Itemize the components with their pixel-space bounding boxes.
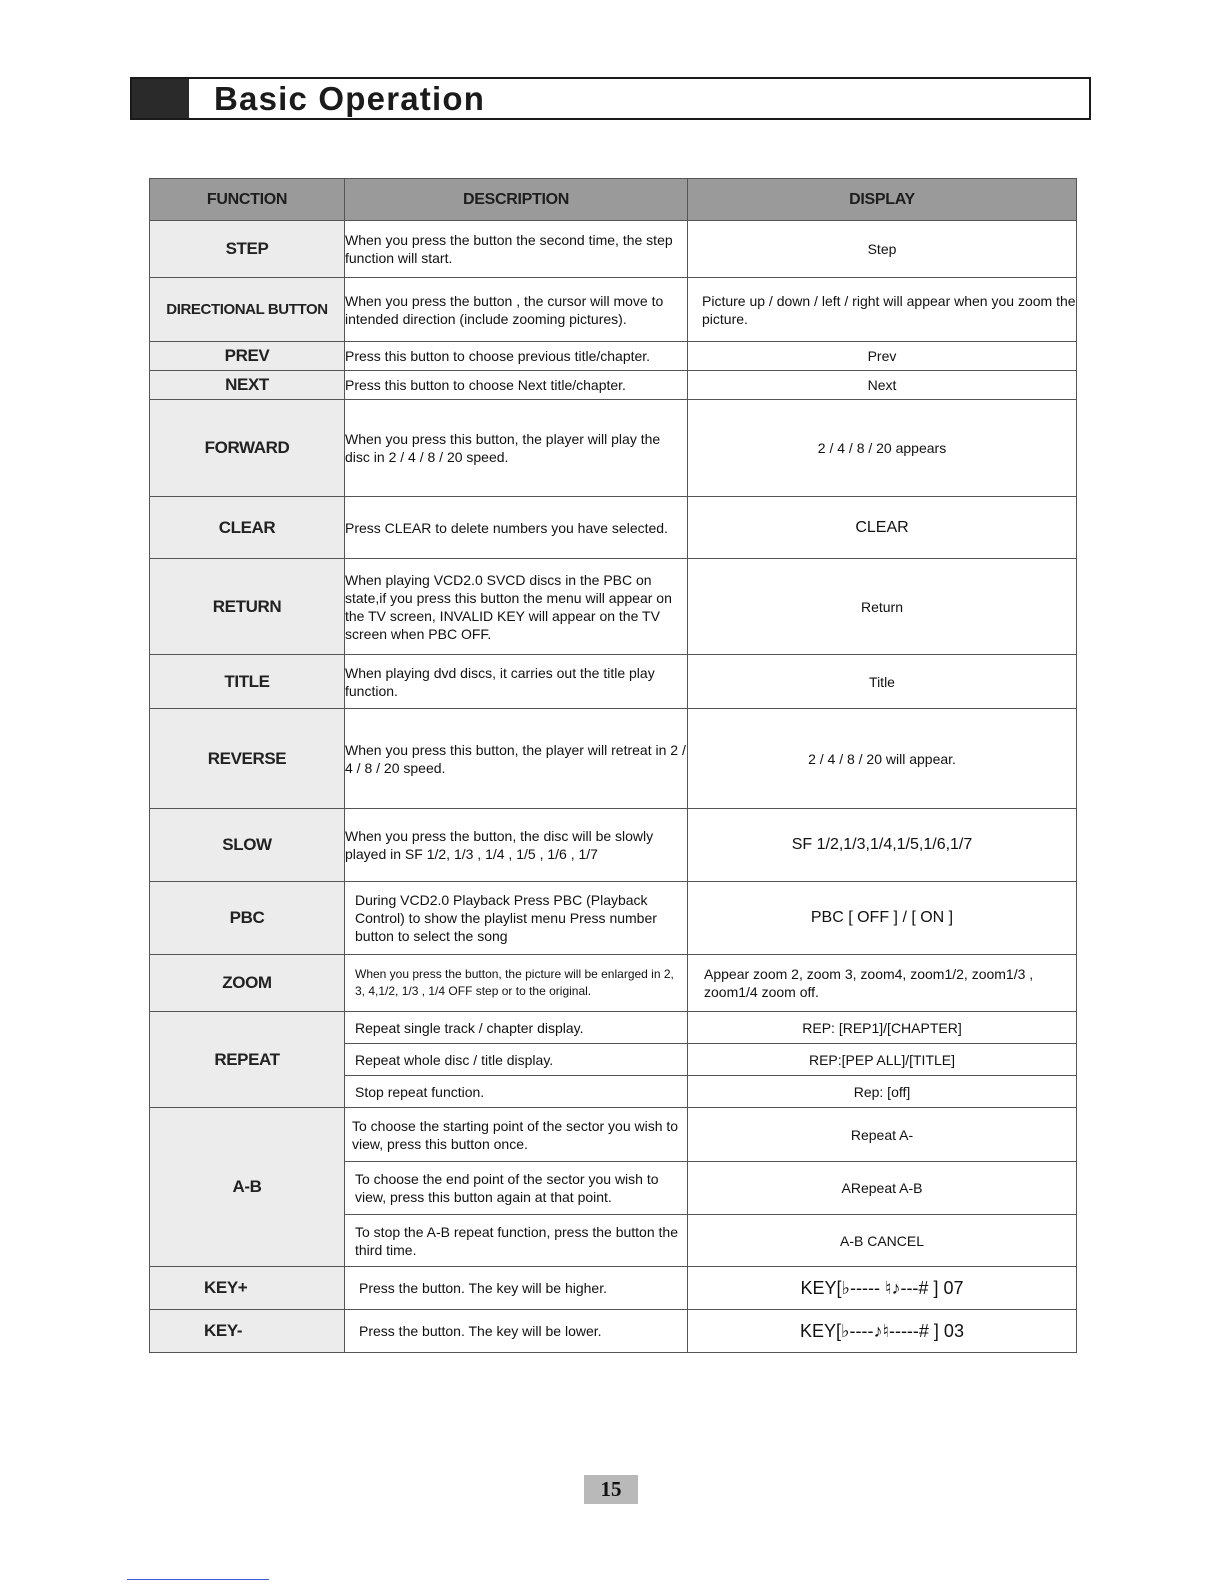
description-cell: When you press the button , the cursor will move to intended direction (include zooming pictures).: [345, 278, 688, 342]
description-cell: To choose the starting point of the sector you wish to view, press this button once.: [345, 1108, 688, 1162]
table-row: [150, 1012, 1077, 1044]
table-row: [150, 221, 1077, 278]
section-header: [130, 77, 1091, 120]
function-cell: STEP: [150, 221, 345, 278]
header-display: DISPLAY: [688, 179, 1077, 221]
display-cell: 2 / 4 / 8 / 20 appears: [688, 400, 1077, 497]
display-cell: 2 / 4 / 8 / 20 will appear.: [688, 709, 1077, 809]
table-row: [150, 497, 1077, 559]
function-table: [149, 178, 1077, 1353]
description-cell: Press CLEAR to delete numbers you have selected.: [345, 497, 688, 559]
description-cell: Stop repeat function.: [345, 1076, 688, 1108]
table-row: [150, 559, 1077, 655]
display-cell: SF 1/2,1/3,1/4,1/5,1/6,1/7: [688, 809, 1077, 882]
page-number: 15: [584, 1475, 638, 1504]
table-row: [150, 371, 1077, 400]
table-row: [150, 809, 1077, 882]
function-cell: A-B: [150, 1108, 345, 1267]
display-cell: KEY[♭----♪♮-----# ] 03: [688, 1310, 1077, 1353]
function-cell: ZOOM: [150, 955, 345, 1012]
description-cell: Repeat whole disc / title display.: [345, 1044, 688, 1076]
function-cell: PREV: [150, 342, 345, 371]
table-row: [150, 1310, 1077, 1353]
display-cell: Prev: [688, 342, 1077, 371]
function-cell: KEY+: [150, 1267, 345, 1310]
display-cell: PBC [ OFF ] / [ ON ]: [688, 882, 1077, 955]
description-cell: When playing VCD2.0 SVCD discs in the PBC on state,if you press this button the menu will appear on the TV screen, INVALID KEY will appear on the TV screen when PBC OFF.: [345, 559, 688, 655]
display-cell: KEY[♭----- ♮♪---# ] 07: [688, 1267, 1077, 1310]
description-cell: When you press this button, the player will retreat in 2 / 4 / 8 / 20 speed.: [345, 709, 688, 809]
table-row: [150, 709, 1077, 809]
table-row: [150, 655, 1077, 709]
display-cell: A-B CANCEL: [688, 1215, 1077, 1267]
header-black-block: [132, 79, 189, 118]
table-row: [150, 278, 1077, 342]
function-cell: NEXT: [150, 371, 345, 400]
table-row: [150, 882, 1077, 955]
display-cell: Return: [688, 559, 1077, 655]
display-cell: REP: [REP1]/[CHAPTER]: [688, 1012, 1077, 1044]
section-title: Basic Operation: [214, 80, 486, 117]
description-cell: To stop the A-B repeat function, press the button the third time.: [345, 1215, 688, 1267]
description-cell: Press this button to choose previous title/chapter.: [345, 342, 688, 371]
display-cell: Step: [688, 221, 1077, 278]
description-cell: Press this button to choose Next title/chapter.: [345, 371, 688, 400]
display-cell: REP:[PEP ALL]/[TITLE]: [688, 1044, 1077, 1076]
display-cell: Appear zoom 2, zoom 3, zoom4, zoom1/2, zoom1/3 , zoom1/4 zoom off.: [688, 955, 1077, 1012]
display-cell: Title: [688, 655, 1077, 709]
function-cell: DIRECTIONAL BUTTON: [150, 278, 345, 342]
table-header-row: [150, 179, 1077, 221]
footer-link-underline: [127, 1579, 269, 1580]
display-cell: Next: [688, 371, 1077, 400]
table-row: [150, 342, 1077, 371]
function-cell: TITLE: [150, 655, 345, 709]
table-row: [150, 955, 1077, 1012]
description-cell: When you press the button, the disc will be slowly played in SF 1/2, 1/3 , 1/4 , 1/5 , 1/6 , 1/7: [345, 809, 688, 882]
function-cell: CLEAR: [150, 497, 345, 559]
display-cell: CLEAR: [688, 497, 1077, 559]
function-cell: RETURN: [150, 559, 345, 655]
description-cell: Press the button. The key will be lower.: [345, 1310, 688, 1353]
description-cell: When you press the button, the picture will be enlarged in 2, 3, 4,1/2, 1/3 , 1/4 OFF step or to the original.: [345, 955, 688, 1012]
table-row: [150, 400, 1077, 497]
function-cell: FORWARD: [150, 400, 345, 497]
header-function: FUNCTION: [150, 179, 345, 221]
display-cell: Picture up / down / left / right will appear when you zoom the picture.: [688, 278, 1077, 342]
function-cell: REPEAT: [150, 1012, 345, 1108]
display-cell: Rep: [off]: [688, 1076, 1077, 1108]
function-cell: REVERSE: [150, 709, 345, 809]
description-cell: Repeat single track / chapter display.: [345, 1012, 688, 1044]
table-row: [150, 1267, 1077, 1310]
description-cell: To choose the end point of the sector you wish to view, press this button again at that point.: [345, 1162, 688, 1215]
display-cell: Repeat A-: [688, 1108, 1077, 1162]
table-row: [150, 1108, 1077, 1162]
header-description: DESCRIPTION: [345, 179, 688, 221]
function-cell: KEY-: [150, 1310, 345, 1353]
function-cell: PBC: [150, 882, 345, 955]
description-cell: During VCD2.0 Playback Press PBC (Playback Control) to show the playlist menu Press number button to select the song: [345, 882, 688, 955]
description-cell: When you press the button the second time, the step function will start.: [345, 221, 688, 278]
display-cell: ARepeat A-B: [688, 1162, 1077, 1215]
function-cell: SLOW: [150, 809, 345, 882]
description-cell: Press the button. The key will be higher.: [345, 1267, 688, 1310]
description-cell: When playing dvd discs, it carries out the title play function.: [345, 655, 688, 709]
description-cell: When you press this button, the player will play the disc in 2 / 4 / 8 / 20 speed.: [345, 400, 688, 497]
